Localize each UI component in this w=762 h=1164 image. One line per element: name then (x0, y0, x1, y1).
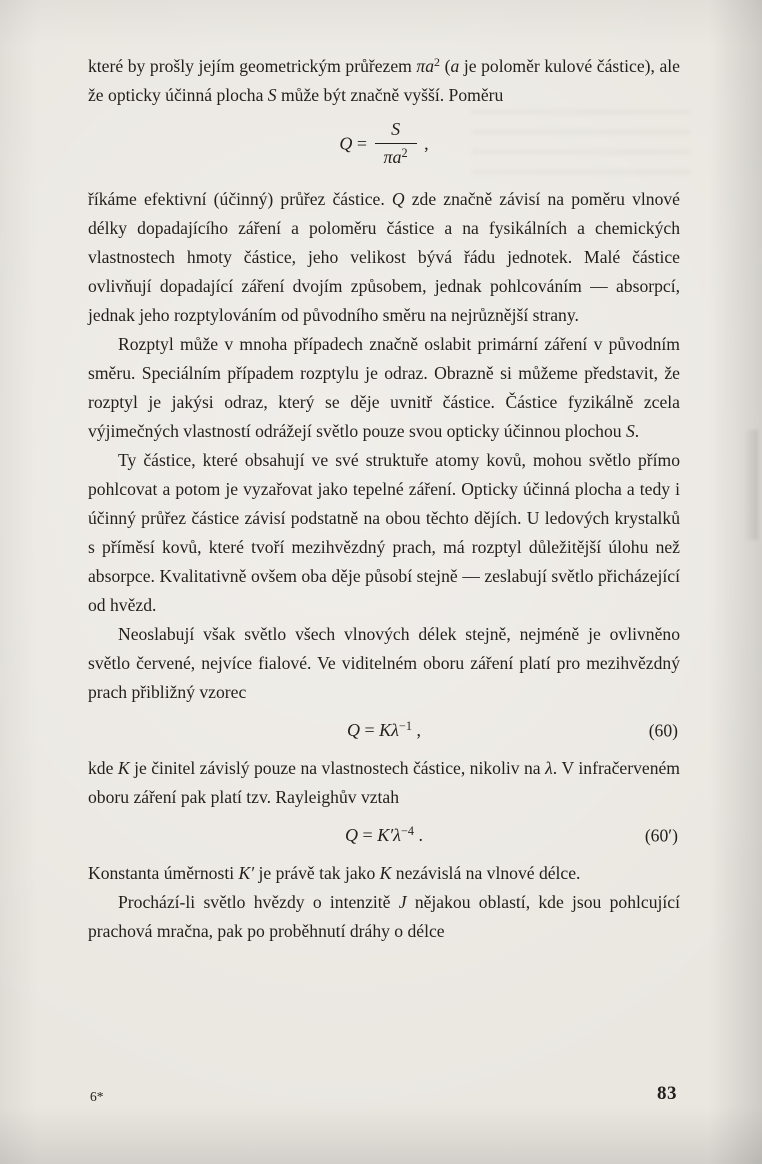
paragraph (88, 52, 680, 110)
text-run: Q (339, 133, 353, 154)
text-run: je právě tak jako (254, 863, 380, 883)
page-number: 83 (657, 1083, 677, 1104)
text-run: . V infračerveném oboru záření pak platí tzv. Rayleighův vztah (88, 758, 680, 807)
text-run: Konstanta úměrnosti (88, 863, 239, 883)
paragraph (88, 446, 680, 620)
text-run: λ (393, 825, 401, 845)
text-run: kde (88, 758, 118, 778)
equation-body (345, 825, 423, 846)
text-run: a (450, 56, 460, 76)
text-run: . (413, 825, 423, 845)
signature-mark: 6* (90, 1089, 104, 1104)
text-run: J (398, 892, 407, 912)
text-run: může být značně vyšší. Poměru (276, 85, 504, 105)
text-run: λ (391, 720, 399, 740)
text-run: , (419, 133, 429, 154)
text-run: = (360, 720, 380, 740)
equation-body (339, 121, 428, 170)
equation (88, 121, 680, 170)
text-run: nějakou oblastí, kde jsou pohlcující prachová mračna, pak po proběhnutí dráhy o délce (88, 892, 680, 941)
equation (88, 720, 680, 741)
text-run: je poloměr kulové částice), ale že opticky účinná plocha (88, 56, 680, 105)
text-run: = (358, 825, 378, 845)
text-run: říkáme efektivní (účinný) průřez částice. (88, 189, 392, 209)
superscript: −1 (398, 719, 412, 734)
paragraph (88, 185, 680, 330)
text-run: zde značně závisí na poměru vlnové délky dopadajícího záření a poloměru částice a na fysikálních a chemických vlastnostech hmoty částice, jeho velikost bývá řádu jednotek. Malé částice ovlivňují dopadající záření dvojím způsobem, jednak pohlcováním — absorpcí, jednak jeho rozptylováním od původního směru na nejrůznější strany. (88, 189, 680, 325)
page-content (88, 52, 680, 946)
paragraph (88, 859, 680, 888)
text-run: K (379, 720, 392, 740)
equation (88, 825, 680, 846)
text-run: . (634, 421, 640, 441)
text-run: = (352, 133, 372, 154)
text-run: které by prošly jejím geometrickým průřezem (88, 56, 417, 76)
text-run: ( (440, 56, 451, 76)
text-run: λ (545, 758, 553, 778)
equation-body (347, 720, 421, 741)
text-run: S (267, 85, 277, 105)
superscript: −4 (400, 824, 414, 839)
text-run: Q (347, 720, 360, 740)
equation-number: (60′) (644, 825, 678, 845)
fraction (375, 119, 417, 168)
text-run: K′ (238, 863, 255, 883)
text-run: Q (391, 189, 405, 209)
text-run: Rozptyl může v mnoha případech značně oslabit primární záření v původním směru. Speciálním případem rozptylu je odraz. Obrazně si můžeme představit, že rozptyl je jakýsi odraz, který se děje uvnitř částice. Částice fyzikálně zcela výjimečných vlastností odrážejí světlo pouze svou opticky účinnou plochou (88, 334, 680, 441)
text-run: Ty částice, které obsahují ve své struktuře atomy kovů, mohou světlo přímo pohlcovat a potom je vyzařovat jako tepelné záření. Opticky účinná plocha a tedy i účinný průřez částice závisí podstatně na obou těchto dějích. U ledových krystalků s příměsí kovů, které tvoří mezihvězdný prach, má rozptyl důležitější úlohu než absorpce. Kvalitativně ovšem oba děje působí stejně — zeslabují světlo přicházející od hvězd. (88, 450, 680, 615)
paragraph (88, 330, 680, 446)
superscript: 2 (434, 55, 441, 70)
text-run: je činitel závislý pouze na vlastnostech částice, nikoliv na (129, 758, 546, 778)
text-run: S (391, 119, 401, 139)
fraction-numerator (375, 119, 417, 143)
paragraph (88, 754, 680, 812)
text-run: Q (345, 825, 359, 845)
scan-artifact (744, 430, 758, 540)
paragraph (88, 620, 680, 707)
text-run: K (117, 758, 130, 778)
text-run: , (412, 720, 421, 740)
superscript: 2 (401, 146, 408, 161)
text-run: K′ (377, 825, 394, 845)
paragraph (88, 888, 680, 946)
text-run: πa (383, 147, 402, 167)
text-run: Prochází-li světlo hvězdy o intenzitě (118, 892, 399, 912)
equation-number: (60) (648, 720, 678, 740)
text-run: πa (416, 56, 435, 76)
text-run: nezávislá na vlnové délce. (391, 863, 581, 883)
text-run: K (379, 863, 392, 883)
fraction-denominator (375, 143, 417, 168)
text-run: S (625, 421, 635, 441)
text-run: Neoslabují však světlo všech vlnových délek stejně, nejméně je ovlivněno světlo červené, nejvíce fialové. Ve viditelném oboru záření platí pro mezihvězdný prach přibližný vzorec (88, 624, 680, 702)
